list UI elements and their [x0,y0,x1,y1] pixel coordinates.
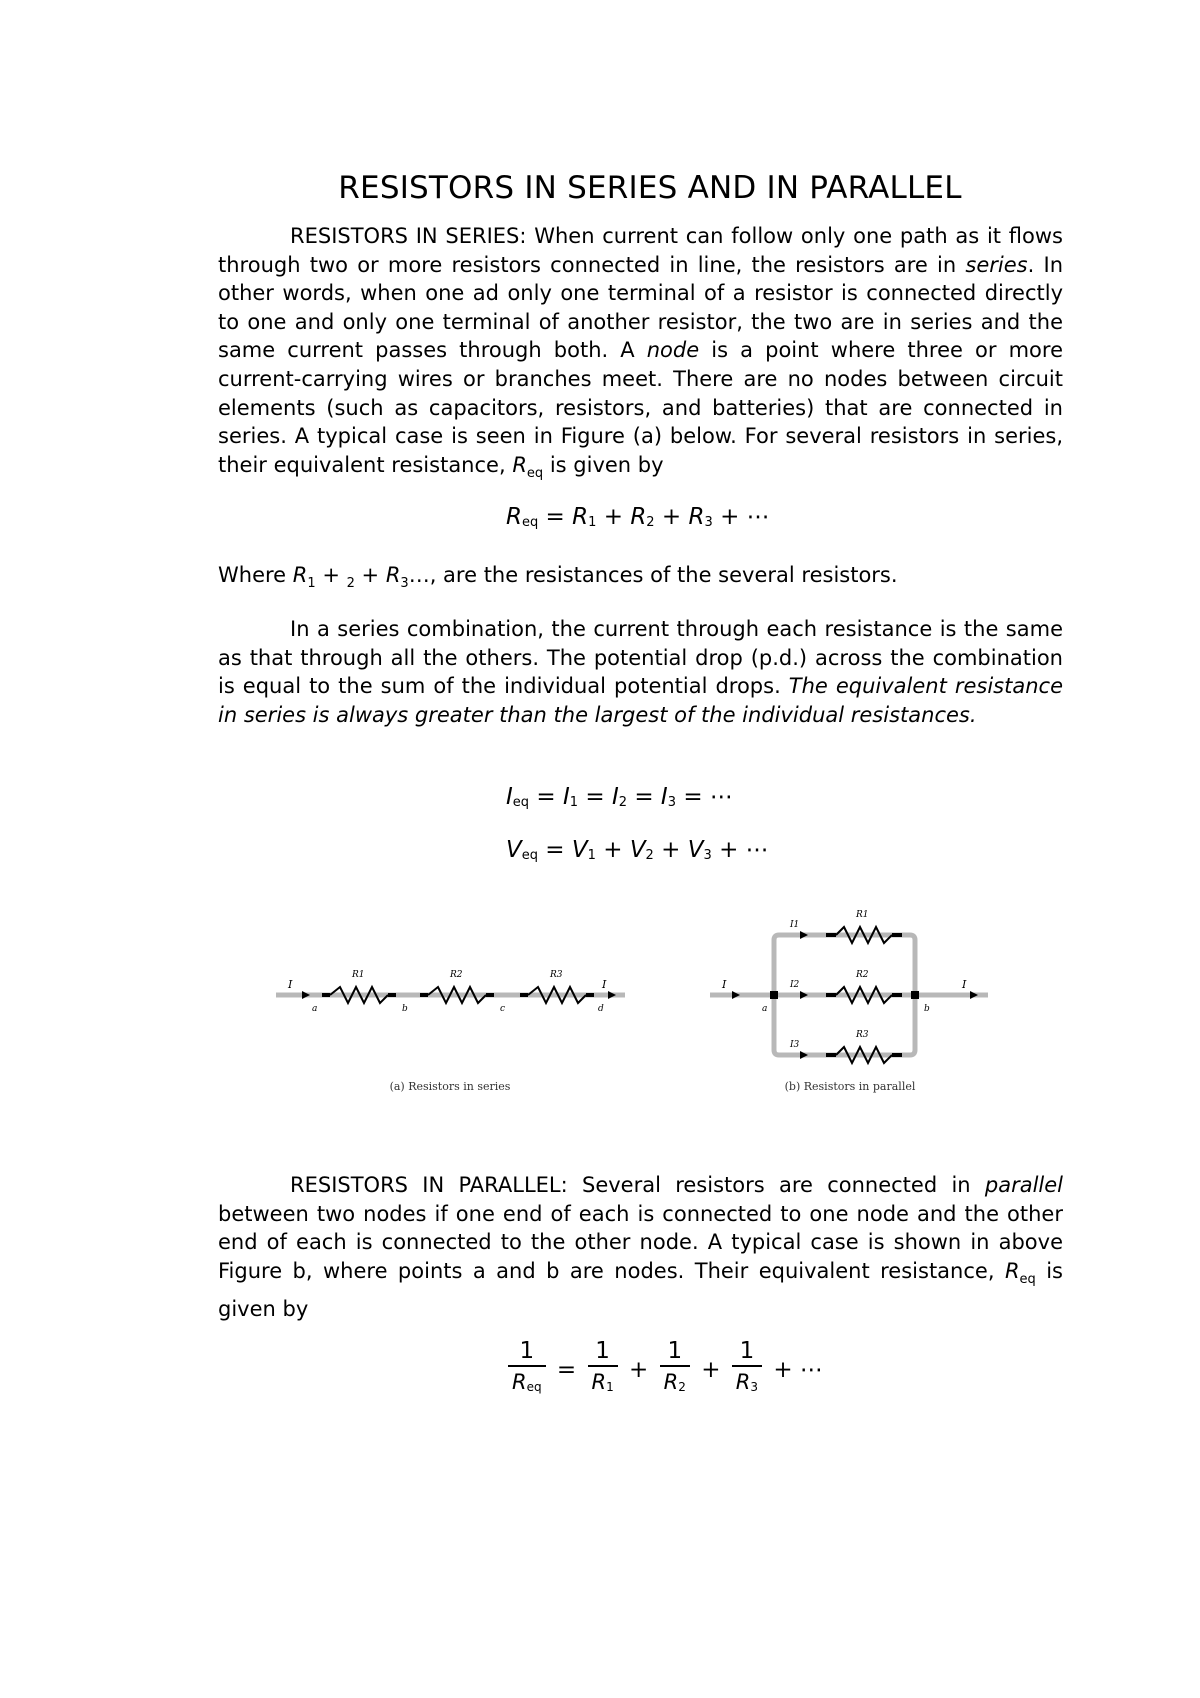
series-lead: RESISTORS IN SERIES: [290,224,527,248]
formula-symbol: I [506,784,513,810]
formula-subscript: 1 [587,848,596,863]
formula-symbol: R [506,504,522,530]
label-r1: R1 [856,910,869,920]
label-r3: R3 [856,1030,869,1040]
where-symbol: R [385,563,401,587]
formula-tail: + ⋯ [719,837,769,863]
label-r1: R1 [352,970,365,980]
current-arrow-icon [800,991,808,999]
fraction-r2 [660,1337,690,1402]
where-line [218,561,1063,599]
formula-subscript: 2 [645,848,654,863]
terminal [420,993,428,997]
current-arrow-icon [970,991,978,999]
term-node: node [646,338,700,363]
formula-symbol: R [591,1370,607,1394]
terminal [826,993,836,997]
formula-subscript: 3 [704,515,713,530]
formula-symbol: R [735,1370,751,1394]
label-r2: R2 [450,970,463,980]
term-series: series [965,252,1028,277]
formula-subscript: 1 [569,795,579,810]
formula-subscript: eq [521,515,539,530]
formula-symbol: I [611,784,619,810]
formula-tail: + ⋯ [773,1356,823,1383]
req-subscript: eq [1019,1271,1036,1287]
series-current-emphasis: The equivalent resistance in series is always greater than the largest of the individual resistances. [218,674,1064,727]
formula-symbol: R [688,504,705,530]
label-i3: I3 [790,1040,800,1050]
req-symbol: R [512,452,527,477]
fraction-numerator: 1 [667,1338,683,1364]
formula-subscript: eq [526,1380,542,1394]
terminal [826,933,836,937]
fraction-numerator: 1 [739,1338,755,1364]
terminal [388,993,396,997]
fraction-denominator [588,1365,618,1402]
series-current-text: In a series combination, the current through each resistance is the same as that through all the others. The potential drop (p.d.) across the combination is equal to the sum of the individual potential drops. [218,617,1063,699]
page-title: RESISTORS IN SERIES AND IN PARALLEL [338,170,962,206]
voltage-formula: $V_{eq} = V_1 + V_2 + V_3$ + ⋯ [506,837,769,863]
formula-subscript: 3 [703,848,712,863]
node-a [770,991,778,999]
series-resistance-formula: $R_{eq} = R_1 + R_2 + R_3$ + ⋯ [506,504,770,530]
formula-subscript: eq [512,795,530,810]
formula-symbol: V [687,837,704,863]
label-current: I [962,978,967,991]
label-current: I [288,978,293,991]
label-node-a: a [762,1004,768,1014]
terminal [586,993,594,997]
fraction-r1 [588,1337,618,1402]
parallel-circuit-diagram [710,910,988,1093]
formula-subscript: 2 [646,515,655,530]
formula-tail: + ⋯ [720,504,770,530]
terminal [892,993,902,997]
plus-sign: + [701,1356,721,1383]
current-arrow-icon [732,991,740,999]
where-prefix: Where [218,563,293,587]
label-r3: R3 [550,970,563,980]
resistor-circuit-figure [270,895,1000,1100]
label-r2: R2 [856,970,869,980]
series-text-2: . In other words, when one ad only one terminal of a resistor is connected directly to one and only one terminal of another resistor, the two are in series and the same current passes through both. A [218,252,1064,363]
fraction-denominator [508,1365,546,1402]
where-subscript: 1 [307,576,316,592]
series-circuit-diagram [276,970,625,1093]
plus-sign: + [629,1356,649,1383]
fraction-denominator [732,1365,762,1402]
series-current-paragraph [218,615,1063,729]
formula-symbol: R [572,504,589,530]
where-plus: + [354,563,386,587]
current-formula: $I_{eq} = I_1 = I_2 = I_3$ = ⋯ [506,784,733,810]
parallel-text-1: Several resistors are connected in [567,1173,985,1197]
label-current: I [722,978,727,991]
formula-subscript: 2 [678,1380,686,1394]
formula-symbol: I [562,784,570,810]
label-node-b: b [924,1004,930,1014]
series-paragraph [218,222,1063,489]
label-i1: I1 [790,920,800,930]
formula-symbol: V [506,837,522,863]
formula-symbol: V [571,837,588,863]
formula-symbol: R [663,1370,679,1394]
fraction-r3 [732,1337,762,1402]
formula-subscript: eq [521,848,538,863]
current-arrow-icon [302,991,310,999]
req-symbol: R [1004,1258,1020,1283]
node-b [911,991,919,999]
fraction-denominator [660,1365,690,1402]
fraction-numerator: 1 [519,1338,535,1364]
terminal [486,993,494,997]
series-text-3: is a point where three or more current-carrying wires or branches meet. There are no nodes between circuit elements (such as capacitors, resistors, and batteries) that are connected in series. A typical case is seen in Figure (a) below. For several resistors in series, their equivalent resistance, [218,338,1063,477]
terminal [826,1053,836,1057]
terminal [520,993,528,997]
term-parallel: parallel [984,1173,1063,1197]
formula-subscript: 2 [618,795,628,810]
formula-subscript: 1 [606,1380,614,1394]
parallel-figure-caption: (b) Resistors in parallel [784,1080,916,1093]
fraction-lhs [508,1337,546,1402]
parallel-resistance-formula [506,1337,825,1402]
label-point-b: b [402,1004,408,1014]
label-i2: I2 [790,980,800,990]
equals-sign: = [556,1356,577,1383]
where-subscript: 2 [346,576,355,592]
formula-symbol: I [660,784,668,810]
current-arrow-icon [608,991,616,999]
label-point-c: c [500,1004,506,1014]
formula-subscript: 3 [667,795,676,810]
current-arrow-icon [800,931,808,939]
parallel-text-3: is given by [218,1258,1063,1321]
where-plus: + [315,563,347,587]
parallel-lead: RESISTORS IN PARALLEL: [290,1173,568,1197]
formula-subscript: 1 [588,515,597,530]
req-subscript: eq [526,465,544,481]
label-current: I [602,978,607,991]
terminal [322,993,330,997]
where-subscript: 3 [400,576,409,592]
formula-symbol: R [630,504,647,530]
terminal [892,1053,902,1057]
parallel-paragraph [218,1171,1063,1323]
terminal [892,933,902,937]
current-arrow-icon [800,1051,808,1059]
formula-subscript: 3 [750,1380,759,1394]
series-text-1: When current can follow only one path as it flows through two or more resistors connected in line, the resistors are in [218,224,1063,277]
label-point-d: d [598,1004,604,1014]
formula-tail: = ⋯ [683,784,733,810]
where-suffix: …, are the resistances of the several resistors. [408,563,898,587]
parallel-text-2: between two nodes if one end of each is connected to one node and the other end of each is connected to the other node. A typical case is shown in above Figure b, where points a and b are nodes. Their equivalent resistance, [218,1201,1063,1283]
series-figure-caption: (a) Resistors in series [389,1080,511,1093]
formula-symbol: R [512,1370,527,1394]
series-text-4: is given by [543,452,664,477]
where-symbol: R [292,563,308,587]
fraction-numerator: 1 [595,1338,610,1364]
label-point-a: a [312,1004,318,1014]
formula-symbol: V [629,837,646,863]
